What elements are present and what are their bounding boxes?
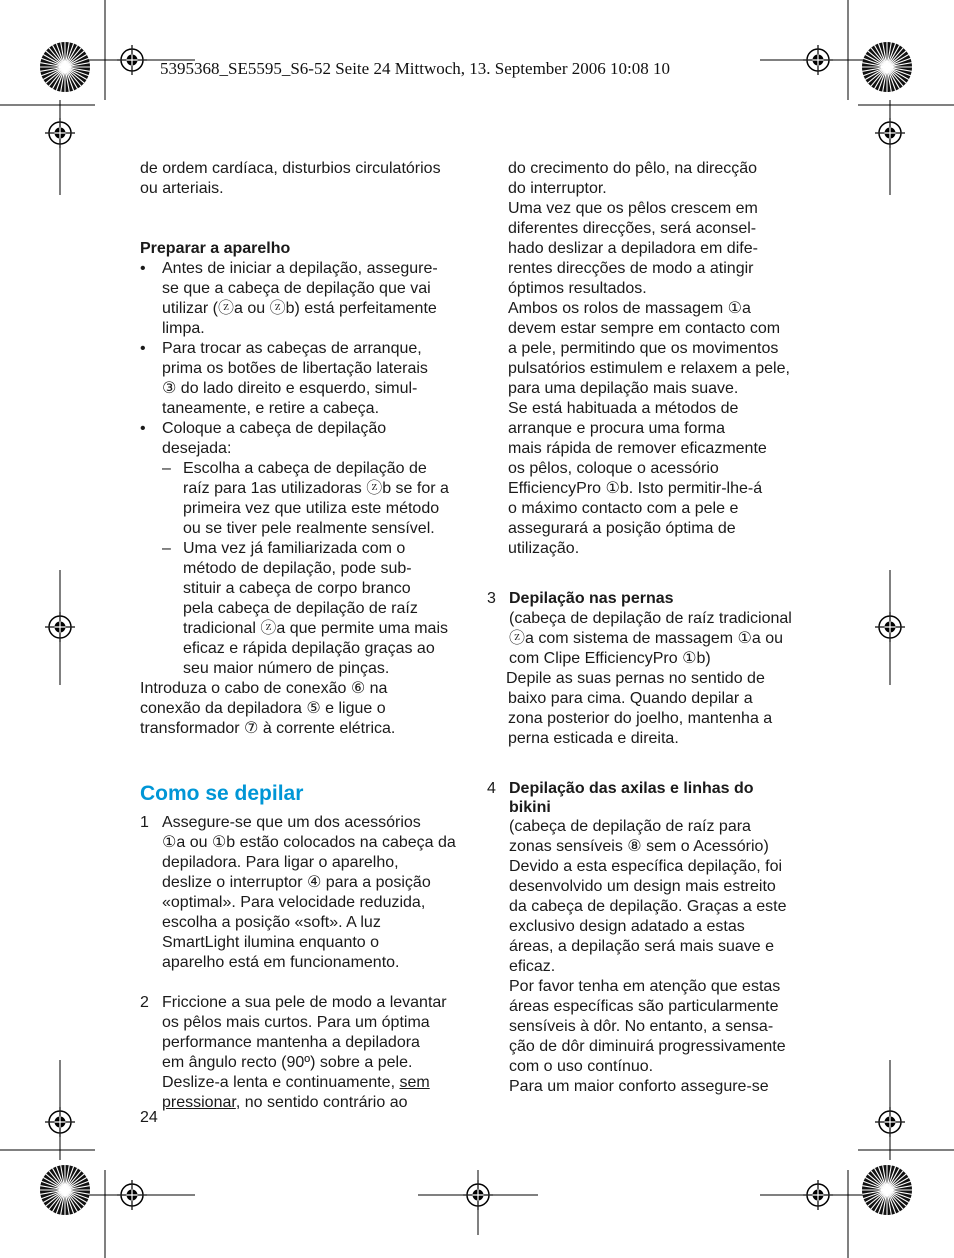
text-line: ⓩa com sistema de massagem ①a ou: [509, 630, 784, 647]
text-line: se que a cabeça de depilação que vai: [162, 280, 431, 297]
section-title: Como se depilar: [140, 782, 304, 805]
bullet-marker: •: [140, 260, 146, 277]
text-line: Coloque a cabeça de depilação: [162, 420, 387, 437]
text-line: para uma depilação mais suave.: [508, 380, 739, 397]
text-line: eficaz e rápida depilação graças ao: [183, 640, 435, 657]
text-line: ③ do lado direito e esquerdo, simul-: [162, 380, 418, 397]
intro-line: ou arteriais.: [140, 180, 224, 197]
text-line: desejada:: [162, 440, 232, 457]
text-line: Friccione a sua pele de modo a levantar: [162, 994, 447, 1011]
continued-paragraph: [508, 159, 817, 559]
text-line: primeira vez que utiliza este método: [183, 500, 440, 517]
text-line: Antes de iniciar a depilação, assegure-: [162, 260, 438, 277]
text-line: Por favor tenha em atenção que estas: [509, 978, 781, 995]
bullet-item: [140, 419, 470, 459]
text-line: Para um maior conforto assegure-se: [509, 1078, 769, 1095]
text-line: hado deslizar a depiladora em dife-: [508, 240, 758, 257]
text-line: Uma vez já familiarizada com o: [183, 540, 406, 557]
text-line: (cabeça de depilação de raíz tradicional: [509, 610, 792, 627]
connect-line: Introduza o cabo de conexão ⑥ na: [140, 680, 388, 697]
text-line: «optimal». Para velocidade reduzida,: [162, 894, 426, 911]
step-heading: Depilação nas pernas: [509, 590, 674, 607]
bullet-marker: •: [140, 340, 146, 357]
step-heading: Depilação das axilas e linhas do: [509, 780, 754, 797]
step-heading: bikini: [509, 799, 551, 816]
text-fragment: , no sentido contrário ao: [235, 1094, 408, 1111]
bullet-item: [140, 259, 470, 339]
right-column: [487, 159, 817, 1097]
text-line: da cabeça de depilação. Graças a este: [509, 898, 787, 915]
text-line: ção de dôr diminuirá progressivamente: [509, 1038, 786, 1055]
text-line: pulsatórios estimulem e relaxem a pele,: [508, 360, 790, 377]
underlined-text: sem: [399, 1074, 430, 1091]
text-line: arranque e procura uma forma: [508, 420, 725, 437]
text-line: tradicional ⓩa que permite uma mais: [183, 620, 449, 637]
dash-marker: –: [162, 540, 171, 557]
text-line: Assegure-se que um dos acessórios: [162, 814, 421, 831]
numbered-step: [140, 993, 470, 1113]
text-line: sensíveis à dôr. No entanto, a sensa-: [509, 1018, 774, 1035]
text-line: ou se tiver pele realmente sensível.: [183, 520, 435, 537]
text-line: seu maior número de pinças.: [183, 660, 390, 677]
text-line: (cabeça de depilação de raíz para: [509, 818, 751, 835]
text-line: desenvolvido um design mais estreito: [509, 878, 776, 895]
text-line: Para trocar as cabeças de arranque,: [162, 340, 422, 357]
text-line: utilizar (ⓩa ou ⓩb) está perfeitamente: [162, 300, 437, 317]
text-line: [162, 1093, 470, 1113]
bullet-item: [140, 339, 470, 419]
text-line: do crecimento do pêlo, na direcção: [508, 160, 758, 177]
step-number: 1: [140, 814, 149, 831]
text-line: SmartLight ilumina enquanto o: [162, 934, 380, 951]
text-line: áreas, a depilação será mais suave e: [509, 938, 775, 955]
text-line: baixo para cima. Quando depilar a: [508, 690, 753, 707]
text-line: EfficiencyPro ①b. Isto permitir-lhe-á: [508, 480, 763, 497]
text-line: depiladora. Para ligar o aparelho,: [162, 854, 399, 871]
text-line: escolha a posição «soft». A luz: [162, 914, 381, 931]
left-column: [140, 159, 470, 1113]
text-line: utilização.: [508, 540, 580, 557]
text-line: raíz para 1as utilizadoras ⓩb se for a: [183, 480, 449, 497]
text-line: taneamente, e retire a cabeça.: [162, 400, 380, 417]
text-line: Ambos os rolos de massagem ①a: [508, 300, 751, 317]
text-line: Devido a esta específica depilação, foi: [509, 858, 783, 875]
connect-line: transformador ⑦ à corrente elétrica.: [140, 720, 396, 737]
text-line: zonas sensíveis ⑧ sem o Acessório): [509, 838, 769, 855]
text-line: [162, 1073, 470, 1093]
bullet-marker: •: [140, 420, 146, 437]
print-header: 5395368_SE5595_S6-52 Seite 24 Mittwoch, 13. September 2006 10:08 10: [160, 59, 670, 78]
step-number: 3: [487, 590, 496, 607]
text-line: com o uso contínuo.: [509, 1058, 654, 1075]
step-number: 2: [140, 994, 149, 1011]
text-fragment: Deslize-a lenta e continuamente,: [162, 1074, 400, 1091]
text-line: Uma vez que os pêlos crescem em: [508, 200, 758, 217]
text-line: prima os botões de libertação laterais: [162, 360, 428, 377]
text-line: deslize o interruptor ④ para a posição: [162, 874, 431, 891]
text-line: perna esticada e direita.: [508, 730, 679, 747]
step-number: 4: [487, 780, 496, 797]
text-line: com Clipe EfficiencyPro ①b): [509, 650, 711, 667]
text-line: rentes direcções de modo a atingir: [508, 260, 754, 277]
text-line: Escolha a cabeça de depilação de: [183, 460, 427, 477]
prepare-heading: Preparar a aparelho: [140, 240, 291, 257]
text-line: os pêlos mais curtos. Para um óptima: [162, 1014, 430, 1031]
text-line: áreas específicas são particularmente: [509, 998, 779, 1015]
text-line: stituir a cabeça de corpo branco: [183, 580, 411, 597]
text-line: do interruptor.: [508, 180, 607, 197]
text-line: método de depilação, pode sub-: [183, 560, 412, 577]
text-line: eficaz.: [509, 958, 556, 975]
text-line: a pele, permitindo que os movimentos: [508, 340, 779, 357]
text-line: pela cabeça de depilação de raíz: [183, 600, 418, 617]
text-line: óptimos resultados.: [508, 280, 647, 297]
page-number: 24: [140, 1109, 158, 1126]
text-line: Se está habituada a métodos de: [508, 400, 739, 417]
text-line: diferentes direcções, será aconsel-: [508, 220, 757, 237]
text-line: mais rápida de remover eficazmente: [508, 440, 767, 457]
text-line: o máximo contacto com a pele e: [508, 500, 739, 517]
text-line: devem estar sempre em contacto com: [508, 320, 781, 337]
underlined-text: pressionar: [162, 1094, 236, 1111]
text-line: assegurará a posição óptima de: [508, 520, 736, 537]
text-line: limpa.: [162, 320, 205, 337]
numbered-step: [487, 589, 817, 749]
text-line: exclusivo design adatado a estas: [509, 918, 745, 935]
text-line: os pêlos, coloque o acessório: [508, 460, 719, 477]
text-line: aparelho está em funcionamento.: [162, 954, 400, 971]
connect-line: conexão da depiladora ⑤ e ligue o: [140, 700, 386, 717]
dash-item: [140, 459, 470, 539]
text-line: ①a ou ①b estão colocados na cabeça da: [162, 834, 456, 851]
text-line: em ângulo recto (90º) sobre a pele.: [162, 1054, 413, 1071]
numbered-step: [140, 813, 470, 973]
numbered-step: [487, 779, 817, 1097]
dash-marker: –: [162, 460, 171, 477]
text-line: zona posterior do joelho, mantenha a: [508, 710, 773, 727]
dash-item: [140, 539, 470, 679]
text-line: performance mantenha a depiladora: [162, 1034, 420, 1051]
text-line: Depile as suas pernas no sentido de: [506, 670, 765, 687]
intro-line: de ordem cardíaca, disturbios circulatórios: [140, 160, 441, 177]
